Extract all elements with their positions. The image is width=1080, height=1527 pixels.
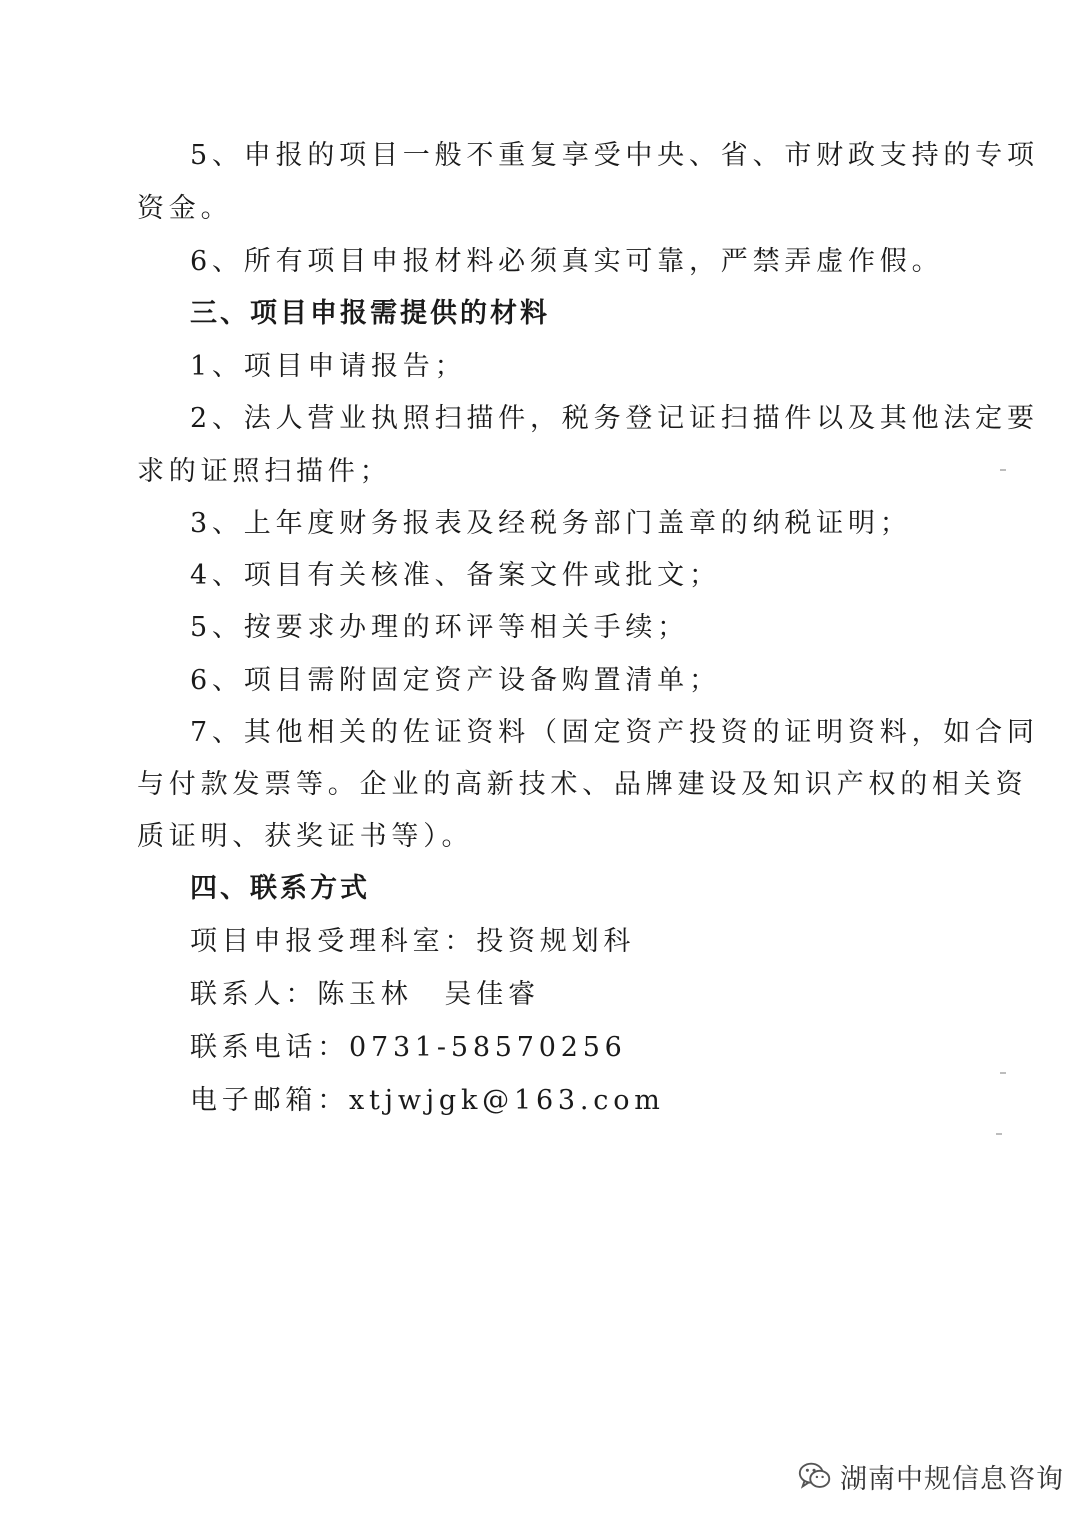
requirement-6: 6、所有项目申报材料必须真实可靠，严禁弄虚作假。 [190, 246, 944, 277]
contact-office: 项目申报受理科室：投资规划科 [190, 926, 636, 957]
material-7-line-3: 质证明、获奖证书等）。 [137, 821, 474, 852]
requirement-5-line-1: 5、申报的项目一般不重复享受中央、省、市财政支持的专项 [190, 140, 1039, 171]
material-6: 6、项目需附固定资产设备购置清单； [190, 665, 721, 696]
watermark [796, 1454, 1064, 1498]
contact-phone: 联系电话：0731-58570256 [190, 1032, 627, 1063]
scan-mark [1000, 469, 1006, 471]
contact-person: 联系人：陈玉林 吴佳睿 [190, 979, 540, 1010]
material-4: 4、项目有关核准、备案文件或批文； [190, 560, 721, 591]
materials-heading: 三、项目申报需提供的材料 [190, 298, 550, 329]
material-7-line-1: 7、其他相关的佐证资料（固定资产投资的证明资料，如合同 [190, 717, 1039, 748]
material-2-line-1: 2、法人营业执照扫描件，税务登记证扫描件以及其他法定要 [190, 403, 1039, 434]
requirement-5-line-2: 资金。 [137, 193, 233, 224]
contact-heading: 四、联系方式 [190, 873, 370, 904]
material-3: 3、上年度财务报表及经税务部门盖章的纳税证明； [190, 508, 912, 539]
material-7-line-2: 与付款发票等。企业的高新技术、品牌建设及知识产权的相关资 [137, 769, 1028, 800]
material-1: 1、项目申请报告； [190, 351, 467, 382]
material-5: 5、按要求办理的环评等相关手续； [190, 612, 689, 643]
scan-mark [996, 1133, 1002, 1135]
material-2-line-2: 求的证照扫描件； [137, 456, 392, 487]
wechat-icon [796, 1457, 834, 1495]
contact-email: 电子邮箱：xtjwjgk@163.com [190, 1085, 665, 1116]
scan-mark [1000, 1072, 1006, 1074]
watermark-text: 湖南中规信息咨询 [840, 1463, 1064, 1495]
